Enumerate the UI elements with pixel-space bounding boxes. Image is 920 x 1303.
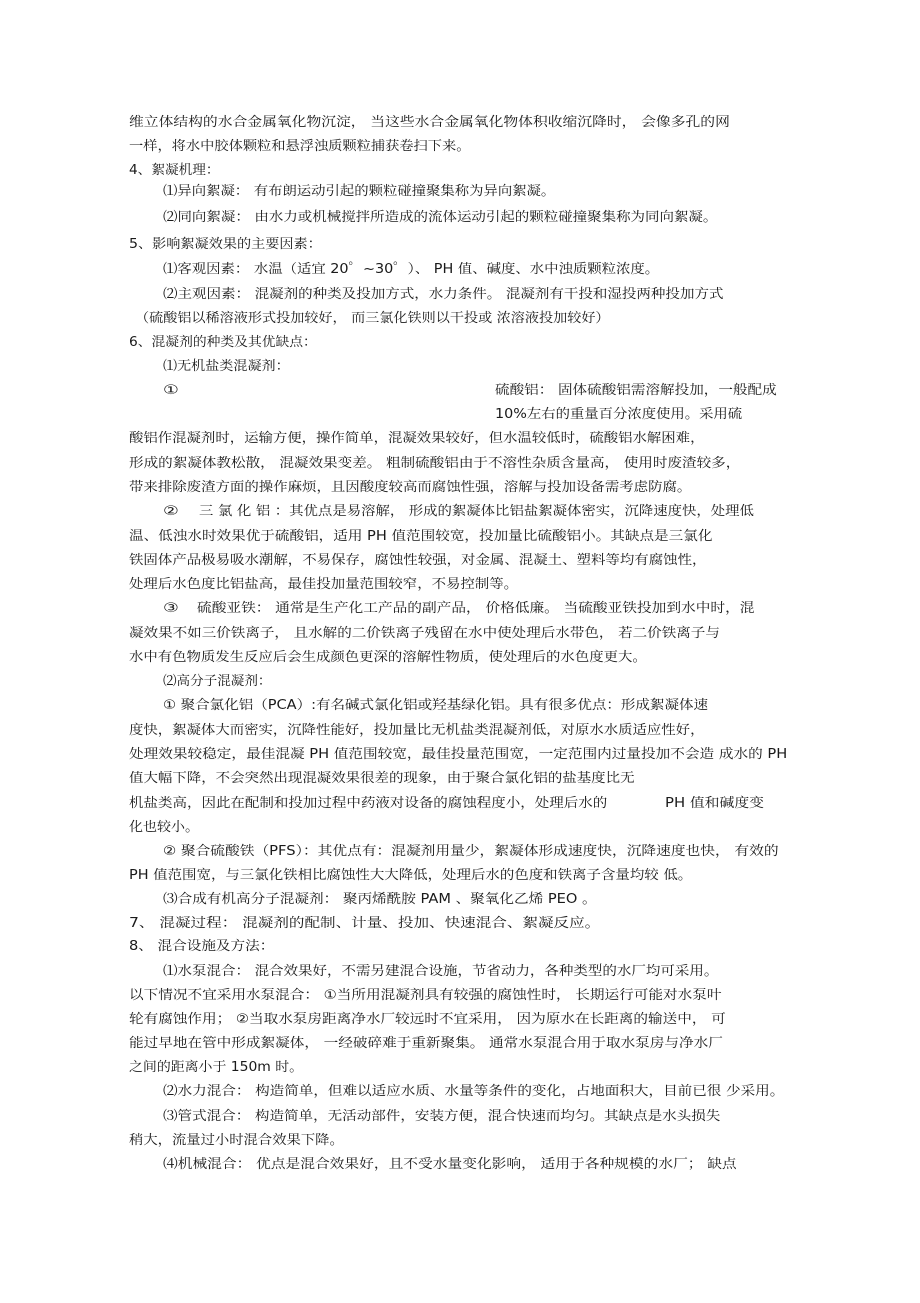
text-line: ⑵高分子混凝剂： — [163, 674, 272, 689]
text-line: 硫酸铝： 固体硫酸铝需溶解投加，一般配成 — [495, 383, 777, 398]
text-line: 稍大，流量过小时混合效果下降。 — [129, 1133, 344, 1148]
text-line: 水中有色物质发生反应后会生成颜色更深的溶解性物质，使处理后的水色度更大。 — [129, 650, 647, 665]
text-line: PH 值范围宽，与三氯化铁相比腐蚀性大大降低，处理后水的色度和铁离子含量均较 低。 — [129, 868, 693, 883]
text-line: 维立体结构的水合金属氧化物沉淀， 当这些水合金属氧化物体积收缩沉降时， 会像多孔的网 — [129, 115, 730, 130]
text-line: 机盐类高，因此在配制和投加过程中药液对设备的腐蚀程度小，处理后水的 — [129, 796, 608, 811]
section-heading: 4、絮凝机理： — [129, 163, 220, 178]
text-line: 10%左右的重量百分浓度使用。采用硫 — [495, 407, 743, 422]
text-line: 处理效果较稳定，最佳混凝 PH 值范围较宽，最佳投量范围宽，一定范围内过量投加不会造 成水的 PH — [129, 747, 788, 762]
section-heading: 6、混凝剂的种类及其优缺点： — [129, 335, 317, 350]
text-line: 酸铝作混凝剂时，运输方便，操作简单，混凝效果较好，但水温较低时，硫酸铝水解困难， — [129, 431, 705, 446]
text-line: PH 值和碱度变 — [665, 796, 764, 811]
text-line: 处理后水色度比铝盐高，最佳投加量范围较窄，不易控制等。 — [129, 577, 519, 592]
list-marker: ① — [163, 383, 179, 398]
text-line: 以下情况不宜采用水泵混合： ①当所用混凝剂具有较强的腐蚀性时， 长期运行可能对水泵叶 — [129, 988, 722, 1003]
text-line: 铁固体产品极易吸水潮解，不易保存，腐蚀性较强，对金属、混凝土、塑料等均有腐蚀性， — [129, 553, 707, 568]
section-heading: 7、 混凝过程： 混凝剂的配制、计量、投加、快速混合、絮凝反应。 — [129, 916, 601, 931]
text-line: 值大幅下降，不会突然出现混凝效果很差的现象，由于聚合氯化铝的盐基度比无 — [129, 771, 635, 786]
text-line: 带来排除废渣方面的操作麻烦，且因酸度较高而腐蚀性强，溶解与投加设备需考虑防腐。 — [129, 480, 692, 495]
text-line: 三 氯 化 铝 ：其优点是易溶解， 形成的絮凝体比铝盐絮凝体密实，沉降速度快，处理低 — [199, 504, 754, 519]
text-line: ② 聚合硫酸铁（PFS）：其优点有：混凝剂用量少，絮凝体形成速度快，沉降速度也快， 有效的 — [163, 844, 779, 859]
section-heading: 8、 混合设施及方法： — [129, 939, 275, 954]
text-line: ⑴水泵混合： 混合效果好，不需另建混合设施，节省动力，各种类型的水厂均可采用。 — [163, 964, 719, 979]
text-line: ⑶合成有机高分子混凝剂： 聚丙烯酰胺 PAM 、聚氧化乙烯 PEO 。 — [163, 892, 597, 907]
text-line: 硫酸亚铁： 通常是生产化工产品的副产品， 价格低廉。 当硫酸亚铁投加到水中时，混 — [197, 601, 755, 616]
list-marker: ② — [163, 504, 179, 519]
section-heading: 5、影响絮凝效果的主要因素： — [129, 237, 322, 252]
text-line: ⑴客观因素： 水温（适宜 20゜~30゜）、 PH 值、碱度、水中浊质颗粒浓度。 — [163, 262, 660, 277]
text-line: ⑵同向絮凝： 由水力或机械搅拌所造成的流体运动引起的颗粒碰撞聚集称为同向絮凝。 — [163, 210, 718, 225]
text-line: ⑷机械混合： 优点是混合效果好，且不受水量变化影响， 适用于各种规模的水厂； 缺点 — [163, 1157, 737, 1172]
text-line: ⑴异向絮凝： 有布朗运动引起的颗粒碰撞聚集称为异向絮凝。 — [163, 184, 556, 199]
text-line: 度快，絮凝体大而密实，沉降性能好，投加量比无机盐类混凝剂低，对原水水质适应性好， — [129, 723, 705, 738]
text-line: 凝效果不如三价铁离子， 且水解的二价铁离子残留在水中使处理后水带色， 若二价铁离子与 — [129, 626, 720, 641]
text-line: 轮有腐蚀作用； ②当取水泵房距离净水厂较远时不宜采用， 因为原水在长距离的输送中， 可 — [129, 1012, 726, 1027]
text-line: 一样，将水中胶体颗粒和悬浮浊质颗粒捕获卷扫下来。 — [129, 139, 471, 154]
text-line: ① 聚合氯化铝（PCA）:有名碱式氯化铝或羟基绿化铝。具有很多优点：形成絮凝体速 — [163, 698, 709, 713]
text-line: （硫酸铝以稀溶液形式投加较好， 而三氯化铁则以干投或 浓溶液投加较好） — [135, 311, 610, 326]
list-marker: ③ — [163, 601, 179, 616]
text-line: 之间的距离小于 150m 时。 — [129, 1060, 304, 1075]
text-line: 能过早地在管中形成絮凝体， 一经破碎难于重新聚集。 通常水泵混合用于取水泵房与净水厂 — [129, 1036, 723, 1051]
text-line: 温、低浊水时效果优于硫酸铝，适用 PH 值范围较宽，投加量比硫酸铝小。其缺点是三氯化 — [129, 529, 713, 544]
text-line: 形成的絮凝体教松散， 混凝效果变差。 粗制硫酸铝由于不溶性杂质含量高， 使用时废渣较多， — [129, 456, 741, 471]
text-line: ⑵水力混合： 构造简单，但难以适应水质、水量等条件的变化，占地面积大，目前已很 少采用。 — [163, 1084, 785, 1099]
text-line: ⑴无机盐类混凝剂： — [163, 359, 290, 374]
text-line: ⑶管式混合： 构造简单，无活动部件，安装方便，混合快速而均匀。其缺点是水头损失 — [163, 1109, 721, 1124]
text-line: ⑵主观因素： 混凝剂的种类及投加方式，水力条件。 混凝剂有干投和湿投两种投加方式 — [163, 287, 724, 302]
text-line: 化也较小。 — [129, 820, 199, 835]
